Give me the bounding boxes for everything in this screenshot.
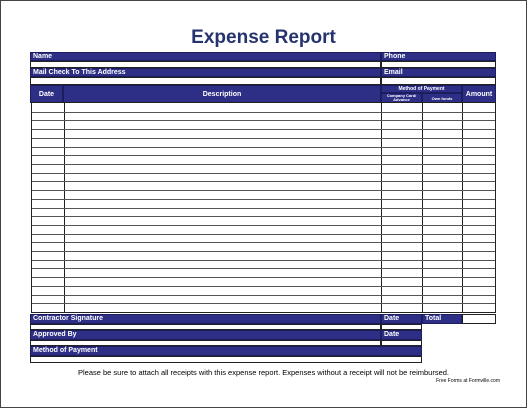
- table-row-divider: [32, 225, 495, 226]
- table-row-divider: [32, 190, 495, 191]
- contractor-signature-label: Contractor Signature: [30, 314, 381, 324]
- credit-text: Free Forms at Formville.com: [436, 378, 500, 384]
- receipt-note: Please be sure to attach all receipts with this expense report. Expenses without a receipt will not be reimbursed.: [77, 368, 450, 377]
- table-row-divider: [32, 295, 495, 296]
- phone-label: Phone: [381, 52, 496, 61]
- table-row-divider: [32, 181, 495, 182]
- table-row-divider: [32, 303, 495, 304]
- table-row-divider: [32, 216, 495, 217]
- table-row-divider: [32, 242, 495, 243]
- table-row-divider: [32, 251, 495, 252]
- expense-table-body: [31, 102, 496, 313]
- page-title: Expense Report: [191, 27, 336, 48]
- table-row-divider: [32, 286, 495, 287]
- table-row-divider: [32, 199, 495, 200]
- table-row-divider: [32, 277, 495, 278]
- table-row-divider: [32, 138, 495, 139]
- signature-date-label: Date: [381, 314, 422, 324]
- total-label: Total: [422, 314, 462, 324]
- table-row-divider: [32, 129, 495, 130]
- table-row-divider: [32, 173, 495, 174]
- phone-field[interactable]: [381, 61, 496, 68]
- mail-address-field[interactable]: [30, 77, 381, 85]
- email-field[interactable]: [381, 77, 496, 85]
- table-row-divider: [32, 260, 495, 261]
- amount-column-header: Amount: [462, 85, 496, 103]
- table-row-divider: [32, 155, 495, 156]
- own-funds-header: Own funds: [422, 93, 462, 103]
- method-of-payment-field[interactable]: [30, 356, 422, 363]
- date-column-header: Date: [30, 85, 63, 103]
- email-label: Email: [381, 68, 496, 77]
- method-of-payment-label: Method of Payment: [30, 346, 422, 356]
- approved-by-label: Approved By: [30, 330, 381, 340]
- company-card-header: Company Card/ Advance: [381, 93, 422, 103]
- name-label: Name: [30, 52, 381, 61]
- description-column-header: Description: [63, 85, 381, 103]
- mail-address-label: Mail Check To This Address: [30, 68, 381, 77]
- table-row-divider: [32, 147, 495, 148]
- table-row-divider: [32, 234, 495, 235]
- table-row-divider: [32, 112, 495, 113]
- name-field[interactable]: [30, 61, 381, 68]
- table-row-divider: [32, 268, 495, 269]
- table-row-divider: [32, 208, 495, 209]
- approval-date-label: Date: [381, 330, 422, 340]
- table-row-divider: [32, 164, 495, 165]
- method-of-payment-header: Method of Payment: [381, 85, 462, 93]
- total-field[interactable]: [462, 314, 496, 324]
- table-row-divider: [32, 120, 495, 121]
